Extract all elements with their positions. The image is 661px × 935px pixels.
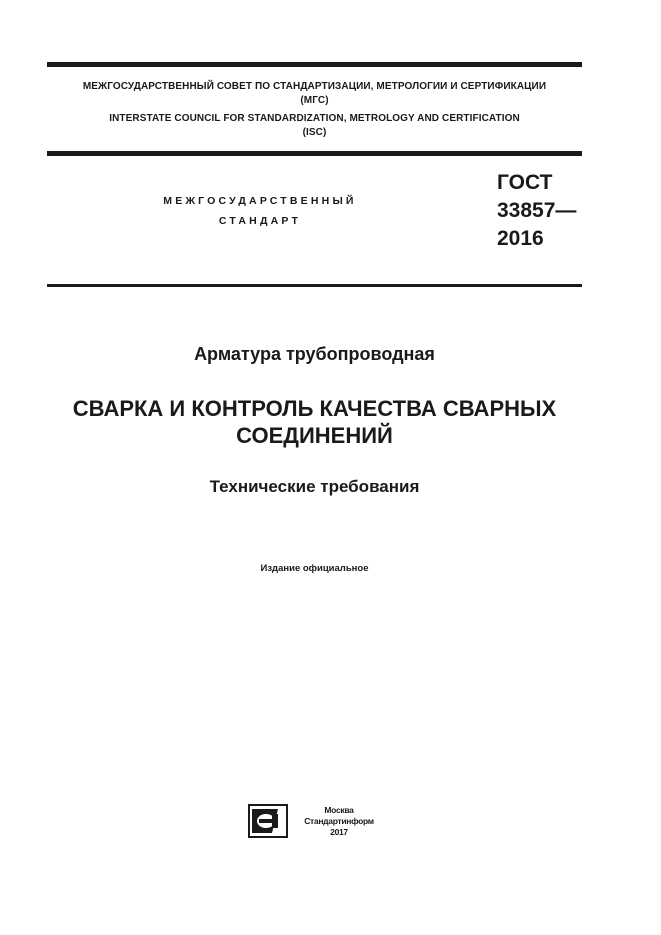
technical-requirements: Технические требования <box>209 477 420 496</box>
council-ru-text: МЕЖГОСУДАРСТВЕННЫЙ СОВЕТ ПО СТАНДАРТИЗАЦИИ, МЕТРОЛОГИИ И СЕРТИФИКАЦИИ <box>82 81 547 92</box>
publisher-city: Москва <box>324 805 354 815</box>
document-title <box>47 395 582 449</box>
title-line-1: СВАРКА И КОНТРОЛЬ КАЧЕСТВА СВАРНЫХ <box>72 396 557 421</box>
council-header-en <box>47 112 582 140</box>
document-subtitle: Арматура трубопроводная <box>194 344 435 364</box>
standard-type-line1: МЕЖГОСУДАРСТВЕННЫЙ <box>163 195 357 207</box>
top-rule <box>47 62 582 67</box>
publisher-year: 2017 <box>330 827 348 837</box>
council-header-ru <box>47 80 582 108</box>
gost-prefix: ГОСТ <box>497 171 553 194</box>
title-line-2: СОЕДИНЕНИЙ <box>236 423 393 448</box>
gost-designation <box>497 169 576 253</box>
header-rule <box>47 151 582 156</box>
publisher-name: Стандартинформ <box>304 816 374 826</box>
council-en-abbr: (ISC) <box>302 127 327 138</box>
publisher-block <box>294 805 384 838</box>
gost-year: 2016 <box>497 227 544 250</box>
standard-type <box>110 191 410 231</box>
edition-label: Издание официальное <box>260 563 369 574</box>
standartinform-logo-icon <box>248 804 288 838</box>
standard-type-line2: СТАНДАРТ <box>218 215 302 227</box>
council-en-text: INTERSTATE COUNCIL FOR STANDARDIZATION, METROLOGY AND CERTIFICATION <box>109 113 520 124</box>
designation-rule <box>47 284 582 287</box>
council-ru-abbr: (МГС) <box>300 95 329 106</box>
gost-number: 33857— <box>497 199 577 222</box>
